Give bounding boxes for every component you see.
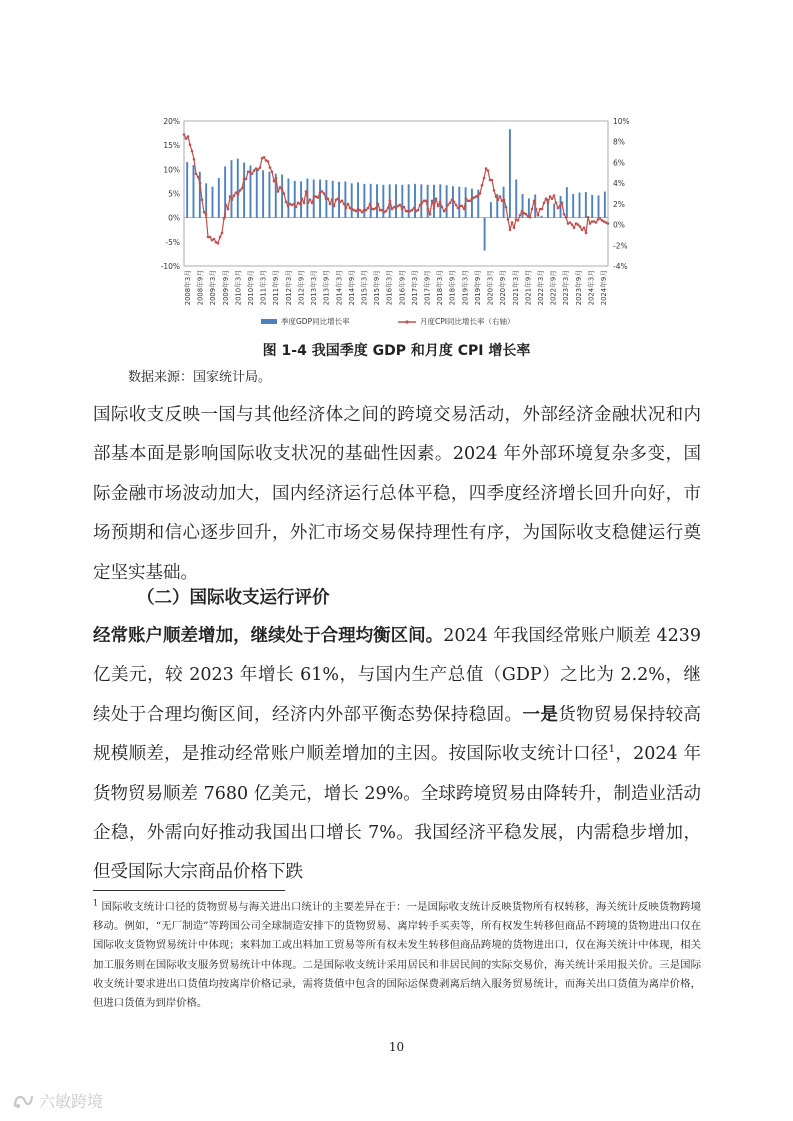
- gdp-bar: [484, 218, 486, 251]
- cpi-point: [343, 203, 346, 206]
- cpi-point: [507, 218, 510, 221]
- cpi-point: [293, 203, 296, 206]
- left-axis-tick-label: 0%: [168, 213, 180, 223]
- cpi-point: [259, 166, 262, 169]
- cpi-point: [331, 198, 334, 201]
- cpi-point: [535, 208, 538, 211]
- cpi-point: [419, 204, 422, 207]
- cpi-point: [559, 205, 562, 208]
- footnote-text: 国际收支统计口径的货物贸易与海关进出口统计的主要差异在于：一是国际收支统计反映货物所有权转移，海关统计反映货物跨境移动。例如，“无厂制造”等跨国公司全球制造安排下的货物贸易、离岸转手买卖等，所有权发生转移但商品不跨境的货物进出口仅在国际收支货物贸易统计中体现；来料加工或出料加工贸易等所有权未发生转移但商品跨境的货物进出口，仅在海关统计中体现，相关加工服务则在国际收支服务贸易统计中体现。二是国际收支统计采用居民和非居民间的实际交易价，海关统计采用报关价。三是国际收支统计要求进出口货值均按离岸价格记录，需将货值中包含的国际运保费剥离后纳入服务贸易统计，而海关出口货值为离岸价格，但进口货值为到岸价格。: [93, 901, 701, 1010]
- cpi-point: [549, 195, 552, 198]
- x-tick-label: 2016年3月: [385, 270, 394, 306]
- cpi-point: [341, 200, 344, 203]
- cpi-point: [411, 209, 414, 212]
- cpi-point: [579, 225, 582, 228]
- cpi-point: [441, 206, 444, 209]
- x-tick-label: 2010年3月: [234, 270, 243, 306]
- cpi-point: [377, 203, 380, 206]
- cpi-point: [189, 144, 192, 147]
- gdp-bar: [218, 178, 220, 218]
- cpi-point: [481, 184, 484, 187]
- cpi-point: [271, 171, 274, 174]
- cpi-point: [359, 209, 362, 212]
- cpi-point: [251, 173, 254, 176]
- cpi-point: [521, 210, 524, 213]
- cpi-point: [583, 226, 586, 229]
- x-tick-label: 2008年3月: [184, 270, 192, 306]
- cpi-point: [337, 197, 340, 200]
- cpi-point: [209, 236, 212, 239]
- cpi-point: [479, 192, 482, 195]
- cpi-point: [529, 216, 532, 219]
- paragraph-goods-trade-text-b: ，2024 年货物贸易顺差 7680 亿美元，增长 29%。全球跨境贸易由降转升，制造业活动企稳，外需向好推动我国出口增长 7%。我国经济平稳发展，内需稳步增加，但受国际大宗商品价格下跌: [93, 744, 701, 883]
- cpi-point: [239, 189, 242, 192]
- cpi-point: [245, 178, 248, 181]
- cpi-point: [413, 207, 416, 210]
- cpi-point: [581, 229, 584, 232]
- cpi-point: [279, 186, 282, 189]
- gdp-bar: [205, 183, 207, 217]
- cpi-point: [487, 169, 490, 172]
- left-axis-tick-label: 5%: [168, 189, 180, 199]
- cpi-point: [395, 207, 398, 210]
- cpi-point: [455, 204, 458, 207]
- x-tick-label: 2013年3月: [310, 270, 319, 306]
- cpi-point: [277, 190, 280, 193]
- cpi-point: [201, 198, 204, 201]
- cpi-point: [233, 194, 236, 197]
- cpi-point: [267, 160, 270, 163]
- gdp-bar: [193, 165, 195, 218]
- right-axis-tick-label: 10%: [613, 117, 630, 126]
- x-tick-label: 2020年9月: [499, 269, 508, 306]
- paragraph-goods-trade-text-a: 货物贸易保持较高规模顺差，是推动经常账户顺差增加的主因。按国际收支统计口径: [93, 704, 702, 765]
- gdp-bar: [598, 195, 600, 217]
- cpi-point: [537, 214, 540, 217]
- left-axis-tick-label: 10%: [163, 165, 180, 175]
- x-tick-label: 2014年3月: [335, 270, 344, 306]
- cpi-point: [273, 180, 276, 183]
- x-tick-label: 2012年3月: [284, 270, 293, 306]
- gdp-bar: [212, 187, 214, 218]
- gdp-bar: [408, 184, 410, 217]
- gdp-bar: [363, 184, 365, 218]
- cpi-point: [287, 205, 290, 208]
- cpi-point: [565, 216, 568, 219]
- left-axis-tick-label: 20%: [163, 117, 180, 126]
- cpi-point: [263, 156, 266, 159]
- page-number: 10: [388, 1040, 405, 1054]
- gdp-bar: [401, 185, 403, 218]
- right-axis-tick-label: -4%: [613, 262, 628, 271]
- cpi-point: [587, 216, 590, 219]
- cpi-point: [381, 209, 384, 212]
- cpi-point: [545, 197, 548, 200]
- left-axis-tick-label: -10%: [160, 262, 180, 271]
- x-tick-label: 2023年3月: [562, 270, 571, 306]
- cpi-point: [477, 194, 480, 197]
- cpi-point: [203, 211, 206, 214]
- cpi-point: [389, 200, 392, 203]
- cpi-point: [469, 200, 472, 203]
- gdp-bar: [566, 187, 568, 217]
- cpi-point: [557, 207, 560, 210]
- cpi-point: [495, 195, 498, 198]
- gdp-bar: [395, 184, 397, 217]
- gdp-bar: [604, 192, 606, 218]
- gdp-bar: [287, 179, 289, 218]
- gdp-bar: [237, 159, 239, 218]
- cpi-point: [283, 192, 286, 195]
- cpi-point: [281, 188, 284, 191]
- gdp-bar: [357, 182, 359, 217]
- paragraph-lead-first: 一是: [522, 704, 559, 725]
- figure-caption: 图 1-4 我国季度 GDP 和月度 CPI 增长率: [262, 343, 531, 359]
- right-axis-tick-label: 8%: [613, 137, 625, 147]
- cpi-point: [439, 201, 442, 204]
- cpi-point: [547, 202, 550, 205]
- gdp-bar: [458, 187, 460, 218]
- cpi-point: [329, 203, 332, 206]
- cpi-point: [573, 226, 576, 229]
- cpi-point: [193, 158, 196, 161]
- x-tick-label: 2019年3月: [461, 270, 470, 306]
- right-axis-tick-label: 6%: [613, 158, 625, 168]
- gdp-bar: [446, 185, 448, 217]
- cpi-point: [241, 187, 244, 190]
- cpi-point: [385, 210, 388, 213]
- footnote-divider: [93, 890, 285, 891]
- cpi-point: [465, 197, 468, 200]
- paragraph-current-account-text: 2024 年我国经常账户顺差 4239 亿美元，较 2023 年增长 61%，与国内生产总值（GDP）之比为 2.2%，继续处于合理均衡区间，经济内外部平衡态势保持稳固。: [93, 626, 702, 725]
- cpi-point: [517, 219, 520, 222]
- x-tick-label: 2010年9月: [247, 270, 256, 306]
- cpi-point: [347, 203, 350, 206]
- cpi-point: [461, 205, 464, 208]
- cpi-point: [435, 197, 438, 200]
- cpi-point: [345, 207, 348, 210]
- cpi-point: [447, 204, 450, 207]
- cpi-point: [217, 242, 220, 245]
- gdp-bar: [528, 198, 530, 217]
- gdp-bar: [268, 172, 270, 218]
- legend-cpi-marker: [405, 320, 408, 323]
- cpi-point: [399, 204, 402, 207]
- cpi-point: [387, 207, 390, 210]
- cpi-point: [417, 209, 420, 212]
- cpi-point: [197, 176, 200, 179]
- gdp-bar: [433, 185, 435, 218]
- cpi-point: [295, 206, 298, 209]
- gdp-bar: [572, 194, 574, 218]
- cpi-point: [533, 200, 536, 203]
- x-tick-label: 2013年9月: [322, 270, 331, 306]
- x-tick-label: 2011年3月: [259, 270, 268, 306]
- cpi-point: [191, 150, 194, 153]
- cpi-point: [577, 223, 580, 226]
- gdp-bar: [243, 163, 245, 218]
- legend-cpi-label: 月度CPI同比增长率（右轴）: [420, 317, 515, 326]
- x-tick-label: 2020年3月: [486, 269, 495, 306]
- cpi-point: [367, 207, 370, 210]
- watermark-text: 六敏跨境: [39, 1092, 104, 1111]
- cpi-point: [309, 198, 312, 201]
- x-tick-label: 2023年9月: [574, 270, 583, 306]
- cpi-point: [403, 206, 406, 209]
- gdp-cpi-chart: [0, 0, 793, 340]
- cpi-point: [333, 205, 336, 208]
- x-tick-label: 2016年9月: [398, 270, 407, 306]
- cpi-point: [365, 209, 368, 212]
- x-tick-label: 2015年3月: [360, 270, 369, 306]
- cpi-point: [431, 200, 434, 203]
- x-tick-label: 2022年9月: [549, 270, 558, 306]
- section-heading: （二）国际收支运行评价: [137, 588, 330, 608]
- cpi-point: [585, 232, 588, 235]
- cpi-point: [543, 202, 546, 205]
- cpi-point: [453, 201, 456, 204]
- cpi-point: [361, 211, 364, 214]
- x-tick-label: 2011年9月: [272, 270, 281, 306]
- cpi-point: [493, 189, 496, 192]
- gdp-bar: [376, 184, 378, 217]
- cpi-point: [221, 232, 224, 235]
- cpi-point: [571, 223, 574, 226]
- paragraph-current-account: [93, 617, 701, 893]
- gdp-bar: [585, 192, 587, 218]
- cpi-point: [249, 171, 252, 174]
- cpi-point: [305, 190, 308, 193]
- cpi-point: [205, 213, 208, 216]
- gdp-bar: [420, 184, 422, 217]
- cpi-point: [503, 198, 506, 201]
- cpi-point: [183, 133, 186, 136]
- gdp-bar: [515, 179, 517, 217]
- cpi-point: [187, 135, 190, 138]
- cpi-point: [421, 202, 424, 205]
- cpi-point: [185, 137, 188, 140]
- x-tick-label: 2017年9月: [423, 270, 432, 306]
- cpi-point: [595, 221, 598, 224]
- x-tick-label: 2018年3月: [436, 270, 445, 306]
- cpi-point: [569, 221, 572, 224]
- x-tick-label: 2018年9月: [448, 270, 457, 306]
- gdp-bar: [281, 175, 283, 218]
- cpi-point: [541, 208, 544, 211]
- right-axis-tick-label: -2%: [613, 241, 628, 251]
- cpi-point: [285, 201, 288, 204]
- x-tick-label: 2012年9月: [297, 270, 306, 306]
- cpi-point: [511, 221, 514, 224]
- cpi-point: [607, 222, 610, 225]
- cpi-point: [555, 202, 558, 205]
- paragraph-overview-text: 国际收支反映一国与其他经济体之间的跨境交易活动，外部经济金融状况和内部基本面是影响国际收支状况的基础性因素。2024 年外部环境复杂多变，国际金融市场波动加大，国内经济运行总体平稳，四季度经济增长回升向好，市场预期和信心逐步回升，外汇市场交易保持理性有序，为国际收支稳健运行奠定坚实基础。: [93, 405, 701, 583]
- x-tick-label: 2021年9月: [524, 270, 533, 306]
- cpi-point: [531, 208, 534, 211]
- cpi-point: [219, 236, 222, 239]
- gdp-bar: [370, 184, 372, 218]
- cpi-point: [321, 190, 324, 193]
- gdp-bar: [351, 183, 353, 217]
- footnote-mark: 1: [93, 898, 99, 908]
- legend-gdp-label: 季度GDP同比增长率: [281, 317, 350, 326]
- cpi-point: [561, 202, 564, 205]
- right-axis-tick-label: 0%: [613, 220, 625, 230]
- cpi-point: [401, 208, 404, 211]
- cpi-point: [199, 182, 202, 185]
- cpi-point: [553, 194, 556, 197]
- cpi-point: [223, 217, 226, 220]
- cpi-point: [427, 208, 430, 211]
- gdp-bar: [553, 204, 555, 218]
- right-axis-tick-label: 4%: [613, 179, 625, 189]
- gdp-bar: [294, 181, 296, 218]
- cpi-point: [369, 203, 372, 206]
- paragraph-overview: [93, 396, 701, 593]
- cpi-point: [485, 167, 488, 170]
- cpi-point: [445, 208, 448, 211]
- x-tick-label: 2024年3月: [587, 270, 596, 306]
- cpi-point: [275, 177, 278, 180]
- cpi-point: [323, 192, 326, 195]
- gdp-bar: [591, 195, 593, 218]
- cpi-point: [505, 206, 508, 209]
- cpi-point: [317, 196, 320, 199]
- cpi-point: [525, 213, 528, 216]
- cpi-point: [451, 198, 454, 201]
- cpi-point: [483, 177, 486, 180]
- cpi-point: [491, 179, 494, 182]
- cpi-point: [589, 222, 592, 225]
- cpi-point: [551, 197, 554, 200]
- cpi-point: [213, 238, 216, 241]
- x-tick-label: 2017年3月: [410, 270, 419, 306]
- x-tick-label: 2021年3月: [511, 270, 520, 306]
- x-tick-label: 2014年9月: [347, 270, 356, 306]
- watermark-logo-icon: [12, 1092, 34, 1110]
- legend-gdp-swatch: [261, 319, 277, 324]
- cpi-point: [563, 213, 566, 216]
- cpi-point: [225, 204, 228, 207]
- gdp-bar: [319, 179, 321, 217]
- x-tick-label: 2015年9月: [373, 270, 382, 306]
- gdp-bar: [262, 170, 264, 217]
- cpi-point: [519, 214, 522, 217]
- cpi-point: [311, 202, 314, 205]
- data-source-note: 数据来源：国家统计局。: [128, 370, 272, 385]
- gdp-bar: [541, 216, 543, 218]
- cpi-point: [599, 217, 602, 220]
- cpi-point: [499, 195, 502, 198]
- gdp-bar: [256, 168, 258, 217]
- cpi-point: [457, 207, 460, 210]
- x-tick-label: 2022年3月: [536, 270, 545, 306]
- cpi-point: [433, 207, 436, 210]
- gdp-bar: [509, 129, 511, 217]
- cpi-point: [299, 203, 302, 206]
- cpi-point: [235, 191, 238, 194]
- cpi-point: [269, 166, 272, 169]
- footnote: [93, 898, 701, 1013]
- gdp-bar: [231, 160, 233, 218]
- cpi-point: [429, 213, 432, 216]
- gdp-bar: [414, 184, 416, 218]
- cpi-point: [425, 200, 428, 203]
- cpi-point: [229, 195, 232, 198]
- cpi-point: [513, 226, 516, 229]
- cpi-point: [437, 205, 440, 208]
- watermark: [12, 1089, 103, 1112]
- x-tick-label: 2008年9月: [196, 270, 205, 306]
- cpi-point: [195, 173, 198, 176]
- cpi-point: [497, 198, 500, 201]
- cpi-point: [463, 208, 466, 211]
- cpi-point: [449, 202, 452, 205]
- x-tick-label: 2009年9月: [221, 270, 230, 306]
- gdp-bar: [471, 189, 473, 218]
- cpi-point: [307, 202, 310, 205]
- left-axis-tick-label: -5%: [165, 237, 180, 247]
- cpi-point: [257, 168, 260, 171]
- x-tick-label: 2024年9月: [600, 270, 608, 306]
- x-tick-label: 2009年3月: [209, 270, 218, 306]
- cpi-point: [375, 207, 378, 210]
- left-axis-tick-label: 15%: [163, 141, 180, 151]
- cpi-point: [391, 208, 394, 211]
- cpi-point: [443, 210, 446, 213]
- cpi-point: [231, 198, 234, 201]
- gdp-bar: [186, 162, 188, 218]
- cpi-point: [301, 197, 304, 200]
- x-tick-label: 2019年9月: [473, 270, 482, 306]
- right-axis-tick-label: 2%: [613, 199, 625, 209]
- gdp-bar: [344, 181, 346, 217]
- cpi-point: [237, 193, 240, 196]
- paragraph-lead-current-account: 经常账户顺差增加，继续处于合理均衡区间。: [93, 626, 444, 646]
- cpi-point: [327, 197, 330, 200]
- footnote-reference[interactable]: 1: [608, 744, 616, 756]
- gdp-bar: [490, 202, 492, 217]
- gdp-bar: [579, 193, 581, 218]
- cpi-point: [227, 208, 230, 211]
- cpi-point: [509, 229, 512, 232]
- cpi-point: [355, 210, 358, 213]
- cpi-point: [303, 202, 306, 205]
- cpi-point: [253, 169, 256, 172]
